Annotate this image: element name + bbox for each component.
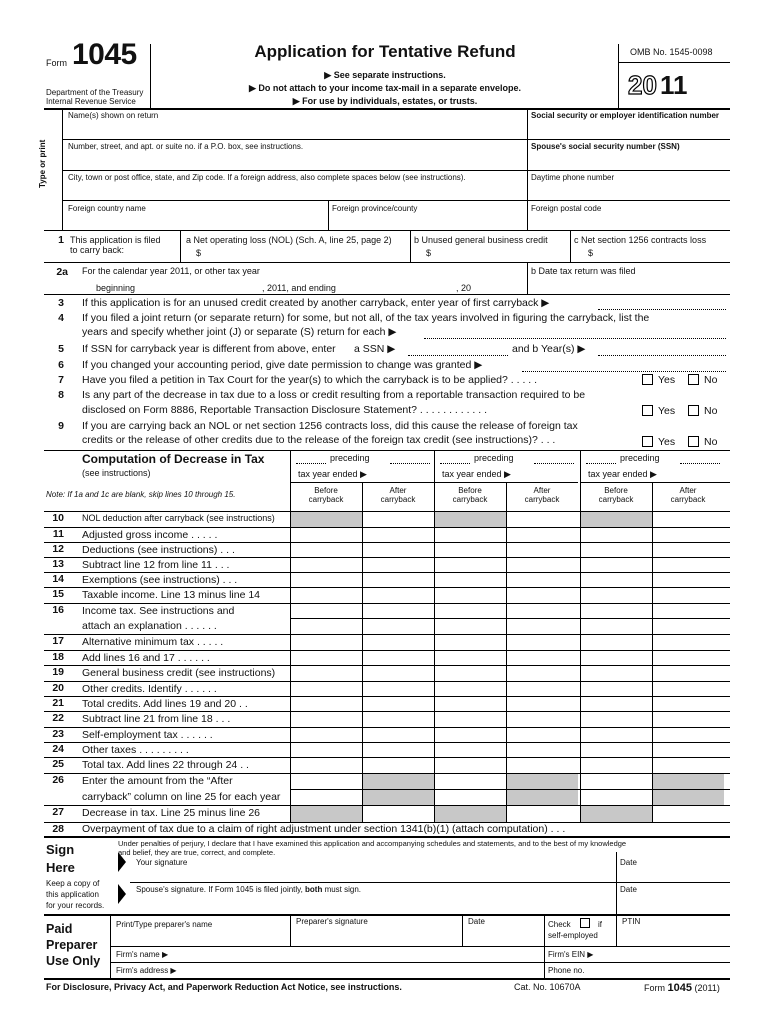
here-label: Here: [46, 860, 75, 875]
city-input[interactable]: [64, 182, 526, 200]
sign-label: Sign: [46, 842, 75, 857]
ssn-input[interactable]: [529, 120, 729, 138]
computation-cell[interactable]: [581, 697, 651, 710]
computation-cell[interactable]: [435, 743, 505, 756]
computation-cell[interactable]: [507, 758, 577, 772]
computation-cell[interactable]: [507, 604, 577, 617]
computation-cell[interactable]: [507, 619, 577, 633]
computation-cell[interactable]: [507, 543, 577, 556]
computation-cell[interactable]: [363, 682, 433, 695]
line8-no-checkbox[interactable]: [688, 405, 699, 416]
computation-cell[interactable]: [581, 666, 651, 680]
use-only-label: Use Only: [46, 954, 101, 968]
line1c-label: c Net section 1256 contracts loss: [574, 235, 707, 245]
computation-cell[interactable]: [581, 604, 651, 617]
line1-label-2: to carry back:: [70, 245, 125, 255]
computation-row-label: Total credits. Add lines 19 and 20 . .: [82, 698, 248, 710]
computation-cell[interactable]: [435, 728, 505, 741]
computation-cell[interactable]: [435, 682, 505, 695]
computation-cell[interactable]: [581, 743, 651, 756]
line9-no-checkbox[interactable]: [688, 436, 699, 447]
computation-cell[interactable]: [653, 635, 723, 649]
computation-cell[interactable]: [653, 619, 723, 633]
paid-label: Paid: [46, 922, 73, 936]
yes-label: Yes: [658, 374, 676, 386]
computation-cell[interactable]: [291, 806, 361, 821]
computation-cell[interactable]: [435, 619, 505, 633]
computation-subtitle: (see instructions): [82, 468, 151, 478]
computation-row-label: Subtract line 12 from line 11 . . .: [82, 559, 230, 571]
computation-cell[interactable]: [581, 528, 651, 541]
phone-field-label: Daytime phone number: [531, 173, 615, 182]
computation-cell[interactable]: [363, 666, 433, 680]
line7-no-checkbox[interactable]: [688, 374, 699, 385]
computation-cell[interactable]: [507, 635, 577, 649]
firm-ein-label: Firm's EIN ▶: [548, 950, 594, 959]
tax-year: 11: [660, 70, 688, 100]
line-number: 13: [52, 558, 64, 570]
computation-cell[interactable]: [363, 635, 433, 649]
computation-cell[interactable]: [581, 712, 651, 726]
computation-cell[interactable]: [435, 512, 505, 526]
computation-cell[interactable]: [507, 528, 577, 541]
tax-year-outline: 20: [628, 70, 657, 100]
computation-cell[interactable]: [507, 806, 577, 821]
computation-cell[interactable]: [291, 512, 361, 526]
computation-cell[interactable]: [581, 790, 651, 804]
yes-label: Yes: [658, 405, 676, 417]
computation-cell[interactable]: [653, 558, 723, 571]
computation-cell[interactable]: [435, 543, 505, 556]
computation-row-label: Other credits. Identify . . . . . .: [82, 683, 217, 695]
line1a-label: a Net operating loss (NOL) (Sch. A, line 25, page 2): [186, 235, 392, 245]
computation-row-label: General business credit (see instructions): [82, 667, 276, 679]
computation-cell[interactable]: [653, 682, 723, 695]
computation-cell[interactable]: [291, 774, 361, 788]
computation-title: Computation of Decrease in Tax: [82, 452, 265, 466]
line-number: 28: [52, 823, 64, 835]
computation-cell[interactable]: [507, 666, 577, 680]
tax-year-ended-label: tax year ended ▶: [442, 469, 511, 479]
computation-cell[interactable]: [363, 697, 433, 710]
ending-label: , 2011, and ending: [262, 283, 336, 293]
computation-cell[interactable]: [363, 790, 433, 804]
computation-cell[interactable]: [363, 543, 433, 556]
computation-cell[interactable]: [363, 758, 433, 772]
line8-text: Is any part of the decrease in tax due to a loss or credit resulting from a reportable transaction required to be: [82, 389, 586, 401]
line-number: 7: [58, 374, 64, 386]
line3-text: If this application is for an unused credit created by another carryback, enter year of first carryback ▶: [82, 297, 550, 309]
computation-cell[interactable]: [653, 528, 723, 541]
line-number: 17: [52, 635, 64, 647]
computation-cell[interactable]: [291, 697, 361, 710]
computation-cell[interactable]: [363, 651, 433, 664]
date-label: Date: [620, 858, 637, 867]
computation-cell[interactable]: [291, 682, 361, 695]
self-employed-checkbox[interactable]: [580, 918, 590, 928]
computation-cell[interactable]: [363, 743, 433, 756]
carryback-header: carryback: [670, 495, 706, 504]
computation-cell[interactable]: [435, 604, 505, 617]
computation-cell[interactable]: [435, 528, 505, 541]
computation-cell[interactable]: [363, 573, 433, 586]
line28-text: Overpayment of tax due to a claim of right adjustment under section 1341(b)(1) (attach computation) . . .: [82, 823, 566, 835]
computation-cell[interactable]: [435, 806, 505, 821]
phone-input[interactable]: [529, 182, 729, 200]
line9-yes-checkbox[interactable]: [642, 436, 653, 447]
computation-cell[interactable]: [653, 666, 723, 680]
line-number: 25: [52, 758, 64, 770]
computation-row-label: Total tax. Add lines 22 through 24 . .: [82, 759, 249, 771]
foreign-country-label: Foreign country name: [68, 204, 146, 213]
computation-cell[interactable]: [363, 512, 433, 526]
preparer-name-label: Print/Type preparer's name: [116, 920, 213, 929]
computation-cell[interactable]: [653, 774, 723, 788]
footer-form-label: Form 1045 (2011): [644, 982, 720, 994]
city-field-label: City, town or post office, state, and Zip code. If a foreign address, also complete spaces below (see instructions).: [68, 173, 466, 182]
computation-note: Note: If 1a and 1c are blank, skip lines 10 through 15.: [46, 490, 236, 499]
computation-cell[interactable]: [291, 528, 361, 541]
form-label: Form: [46, 58, 67, 68]
line-number: 11: [52, 528, 64, 540]
computation-cell[interactable]: [507, 558, 577, 571]
computation-cell[interactable]: [653, 588, 723, 602]
line8-text-2: disclosed on Form 8886, Reportable Transaction Disclosure Statement? . . . . . . . . . . . .: [82, 404, 488, 416]
computation-cell[interactable]: [581, 588, 651, 602]
computation-cell[interactable]: [507, 512, 577, 526]
line-number: 22: [52, 712, 64, 724]
preparer-label: Preparer: [46, 938, 98, 952]
line-number: 10: [52, 512, 64, 524]
preceding-label: preceding: [620, 453, 660, 463]
instructions-note-2: ▶ Do not attach to your income tax-mail in a separate envelope.: [249, 83, 521, 93]
line2a-label: For the calendar year 2011, or other tax year: [82, 266, 260, 276]
computation-cell[interactable]: [507, 790, 577, 804]
computation-row-label: Subtract line 21 from line 18 . . .: [82, 713, 231, 725]
computation-cell[interactable]: [581, 558, 651, 571]
computation-row-label: NOL deduction after carryback (see instructions): [82, 513, 275, 523]
computation-cell[interactable]: [363, 619, 433, 633]
computation-cell[interactable]: [435, 635, 505, 649]
spouse-ssn-input[interactable]: [529, 151, 729, 169]
footer-notice: For Disclosure, Privacy Act, and Paperwork Reduction Act Notice, see instructions.: [46, 982, 402, 992]
no-label: No: [704, 405, 718, 417]
computation-cell[interactable]: [653, 806, 723, 821]
line-number: 5: [58, 343, 64, 355]
computation-row-label: Taxable income. Line 13 minus line 14: [82, 589, 261, 601]
ptin-label: PTIN: [622, 917, 641, 926]
computation-cell[interactable]: [291, 743, 361, 756]
yes-label: Yes: [658, 436, 676, 448]
penalty-statement-2: and belief, they are true, correct, and complete.: [118, 848, 276, 857]
computation-cell[interactable]: [363, 528, 433, 541]
line-number: 1: [58, 234, 64, 246]
computation-cell[interactable]: [291, 635, 361, 649]
line5-text: If SSN for carryback year is different from above, enter: [82, 343, 336, 355]
line1-label: This application is filed: [70, 235, 161, 245]
self-employed-label: self-employed: [548, 931, 598, 940]
no-label: No: [704, 374, 718, 386]
line-number: 16: [52, 604, 64, 616]
computation-cell[interactable]: [653, 573, 723, 586]
computation-cell[interactable]: [435, 558, 505, 571]
name-field-label: Name(s) shown on return: [68, 111, 159, 120]
computation-cell[interactable]: [291, 543, 361, 556]
spouse-signature-label: Spouse's signature. If Form 1045 is filed jointly, both must sign.: [136, 885, 362, 894]
computation-cell[interactable]: [653, 728, 723, 741]
foreign-province-label: Foreign province/county: [332, 204, 418, 213]
line5a-label: a SSN ▶: [354, 343, 396, 355]
dollar-sign: $: [426, 248, 432, 258]
name-input[interactable]: [64, 120, 526, 138]
firm-address-label: Firm's address ▶: [116, 966, 177, 975]
computation-cell[interactable]: [435, 774, 505, 788]
computation-row-label: Self-employment tax . . . . . .: [82, 729, 213, 741]
computation-cell[interactable]: [507, 743, 577, 756]
no-label: No: [704, 436, 718, 448]
if-label: if: [598, 920, 602, 929]
computation-cell[interactable]: [363, 712, 433, 726]
computation-cell[interactable]: [363, 604, 433, 617]
line-number: 15: [52, 588, 64, 600]
foreign-postal-label: Foreign postal code: [531, 204, 602, 213]
computation-cell[interactable]: [291, 666, 361, 680]
carryback-header: carryback: [452, 495, 488, 504]
computation-row-label: attach an explanation . . . . . .: [82, 620, 217, 632]
computation-cell[interactable]: [507, 712, 577, 726]
ssn-field-label: Social security or employer identification number: [531, 111, 720, 120]
computation-cell[interactable]: [507, 774, 577, 788]
computation-row-label: carryback” column on line 25 for each year: [82, 791, 281, 803]
line-number: 4: [58, 312, 64, 324]
firm-name-label: Firm's name ▶: [116, 950, 169, 959]
computation-cell[interactable]: [291, 588, 361, 602]
computation-cell[interactable]: [581, 512, 651, 526]
computation-cell[interactable]: [653, 758, 723, 772]
carryback-header: carryback: [308, 495, 344, 504]
computation-cell[interactable]: [363, 558, 433, 571]
computation-row-label: Decrease in tax. Line 25 minus line 26: [82, 807, 261, 819]
computation-cell[interactable]: [653, 512, 723, 526]
computation-cell[interactable]: [435, 697, 505, 710]
computation-cell[interactable]: [435, 712, 505, 726]
before-carryback-header: Before: [604, 486, 628, 495]
line-number: 21: [52, 697, 64, 709]
instructions-note-3: ▶ For use by individuals, estates, or trusts.: [292, 96, 478, 106]
preceding-label: preceding: [474, 453, 514, 463]
computation-cell[interactable]: [581, 543, 651, 556]
computation-cell[interactable]: [581, 758, 651, 772]
penalty-statement: Under penalties of perjury, I declare that I have examined this application and accompanying schedules and statements, and to the best of my knowledge: [118, 839, 627, 848]
line-number: 23: [52, 728, 64, 740]
preceding-label: preceding: [330, 453, 370, 463]
keep-copy-note-3: for your records.: [46, 901, 105, 910]
computation-cell[interactable]: [435, 758, 505, 772]
after-carryback-header: After: [679, 486, 697, 495]
after-carryback-header: After: [533, 486, 551, 495]
line-number: 12: [52, 543, 64, 555]
catalog-number: Cat. No. 10670A: [514, 982, 581, 992]
year-label: , 20: [456, 283, 472, 293]
computation-cell[interactable]: [291, 712, 361, 726]
keep-copy-note-2: this application: [46, 890, 99, 899]
line-number: 26: [52, 774, 64, 786]
line-number: 8: [58, 389, 64, 401]
line9-text: If you are carrying back an NOL or net section 1256 contracts loss, did this cause the release of foreign tax: [82, 420, 578, 432]
preparer-date-label: Date: [468, 917, 485, 926]
computation-row-label: Add lines 16 and 17 . . . . . .: [82, 652, 210, 664]
tax-year-ended-label: tax year ended ▶: [298, 469, 367, 479]
computation-cell[interactable]: [581, 651, 651, 664]
check-label: Check: [548, 920, 571, 929]
carryback-header: carryback: [598, 495, 634, 504]
computation-cell[interactable]: [291, 790, 361, 804]
line-number: 19: [52, 666, 64, 678]
computation-cell[interactable]: [291, 651, 361, 664]
street-input[interactable]: [64, 151, 526, 169]
line-number: 20: [52, 682, 64, 694]
line8-yes-checkbox[interactable]: [642, 405, 653, 416]
carryback-header: carryback: [380, 495, 416, 504]
line9-text-2: credits or the release of other credits due to the release of the foreign tax credit (see instructions)? . . .: [82, 434, 556, 446]
computation-row-label: Alternative minimum tax . . . . .: [82, 636, 224, 648]
form-number: 1045: [72, 38, 137, 71]
computation-cell[interactable]: [291, 619, 361, 633]
carryback-header: carryback: [524, 495, 560, 504]
computation-cell[interactable]: [653, 543, 723, 556]
computation-cell[interactable]: [581, 573, 651, 586]
your-signature-label: Your signature: [136, 858, 188, 867]
form-title: Application for Tentative Refund: [254, 42, 516, 61]
computation-cell[interactable]: [291, 728, 361, 741]
street-field-label: Number, street, and apt. or suite no. if a P.O. box, see instructions.: [68, 142, 304, 151]
type-or-print-label: Type or print: [38, 139, 47, 188]
line2b-label: b Date tax return was filed: [531, 266, 636, 276]
computation-cell[interactable]: [291, 758, 361, 772]
computation-row-label: Income tax. See instructions and: [82, 605, 235, 617]
department: Department of the Treasury: [46, 88, 144, 97]
computation-cell[interactable]: [581, 635, 651, 649]
line1b-label: b Unused general business credit: [414, 235, 548, 245]
computation-cell[interactable]: [435, 790, 505, 804]
computation-cell[interactable]: [507, 651, 577, 664]
line-number: 18: [52, 651, 64, 663]
spouse-signature-field[interactable]: [134, 894, 614, 912]
before-carryback-header: Before: [314, 486, 338, 495]
date-label: Date: [620, 885, 637, 894]
computation-row-label: Exemptions (see instructions) . . .: [82, 574, 238, 586]
line-number: 27: [52, 806, 64, 818]
line-number: 24: [52, 743, 64, 755]
dollar-sign: $: [588, 248, 594, 258]
phone-no-label: Phone no.: [548, 966, 585, 975]
computation-cell[interactable]: [581, 619, 651, 633]
line-number: 9: [58, 420, 64, 432]
computation-cell[interactable]: [653, 697, 723, 710]
computation-cell[interactable]: [291, 604, 361, 617]
computation-cell[interactable]: [581, 728, 651, 741]
computation-row-label: Enter the amount from the “After: [82, 775, 233, 787]
computation-cell[interactable]: [653, 604, 723, 617]
line6-text: If you changed your accounting period, give date permission to change was granted ▶: [82, 359, 483, 371]
computation-cell[interactable]: [363, 588, 433, 602]
computation-cell[interactable]: [435, 666, 505, 680]
computation-cell[interactable]: [507, 728, 577, 741]
spouse-ssn-field-label: Spouse's social security number (SSN): [531, 142, 680, 151]
computation-cell[interactable]: [507, 682, 577, 695]
line-number: 14: [52, 573, 64, 585]
computation-cell[interactable]: [507, 573, 577, 586]
before-carryback-header: Before: [458, 486, 482, 495]
computation-row-label: Deductions (see instructions) . . .: [82, 544, 235, 556]
computation-cell[interactable]: [653, 743, 723, 756]
computation-cell[interactable]: [507, 697, 577, 710]
computation-cell[interactable]: [653, 651, 723, 664]
after-carryback-header: After: [389, 486, 407, 495]
computation-cell[interactable]: [653, 790, 723, 804]
computation-row-label: Adjusted gross income . . . . .: [82, 529, 218, 541]
computation-cell[interactable]: [581, 806, 651, 821]
line7-yes-checkbox[interactable]: [642, 374, 653, 385]
computation-cell[interactable]: [363, 728, 433, 741]
computation-cell[interactable]: [653, 712, 723, 726]
line4-text-2: years and specify whether joint (J) or separate (S) return for each ▶: [82, 326, 397, 338]
sign-arrow-icon: [118, 884, 126, 904]
line-number: 2a: [56, 266, 68, 278]
computation-cell[interactable]: [363, 806, 433, 821]
your-signature-field[interactable]: [134, 866, 614, 882]
line-number: 6: [58, 359, 64, 371]
beginning-label: beginning: [96, 283, 136, 293]
omb-number: OMB No. 1545-0098: [630, 47, 713, 57]
line4-text: If you filed a joint return (or separate return) for some, but not all, of the tax years involved in figuring the carryback, list the: [82, 312, 650, 324]
keep-copy-note: Keep a copy of: [46, 879, 100, 888]
computation-cell[interactable]: [581, 774, 651, 788]
dollar-sign: $: [196, 248, 202, 258]
instructions-note-1: ▶ See separate instructions.: [324, 70, 446, 80]
computation-cell[interactable]: [581, 682, 651, 695]
computation-cell[interactable]: [435, 651, 505, 664]
preparer-signature-label: Preparer's signature: [296, 917, 368, 926]
line-number: 3: [58, 297, 64, 309]
irs-label: Internal Revenue Service: [46, 97, 136, 106]
computation-cell[interactable]: [507, 588, 577, 602]
line7-text: Have you filed a petition in Tax Court for the year(s) to which the carryback is to be applied? . . . . .: [82, 374, 538, 386]
line5b-label: and b Year(s) ▶: [512, 343, 586, 355]
computation-cell[interactable]: [435, 573, 505, 586]
computation-cell[interactable]: [363, 774, 433, 788]
computation-row-label: Other taxes . . . . . . . . .: [82, 744, 189, 756]
computation-cell[interactable]: [291, 558, 361, 571]
computation-cell[interactable]: [435, 588, 505, 602]
computation-cell[interactable]: [291, 573, 361, 586]
tax-year-ended-label: tax year ended ▶: [588, 469, 657, 479]
